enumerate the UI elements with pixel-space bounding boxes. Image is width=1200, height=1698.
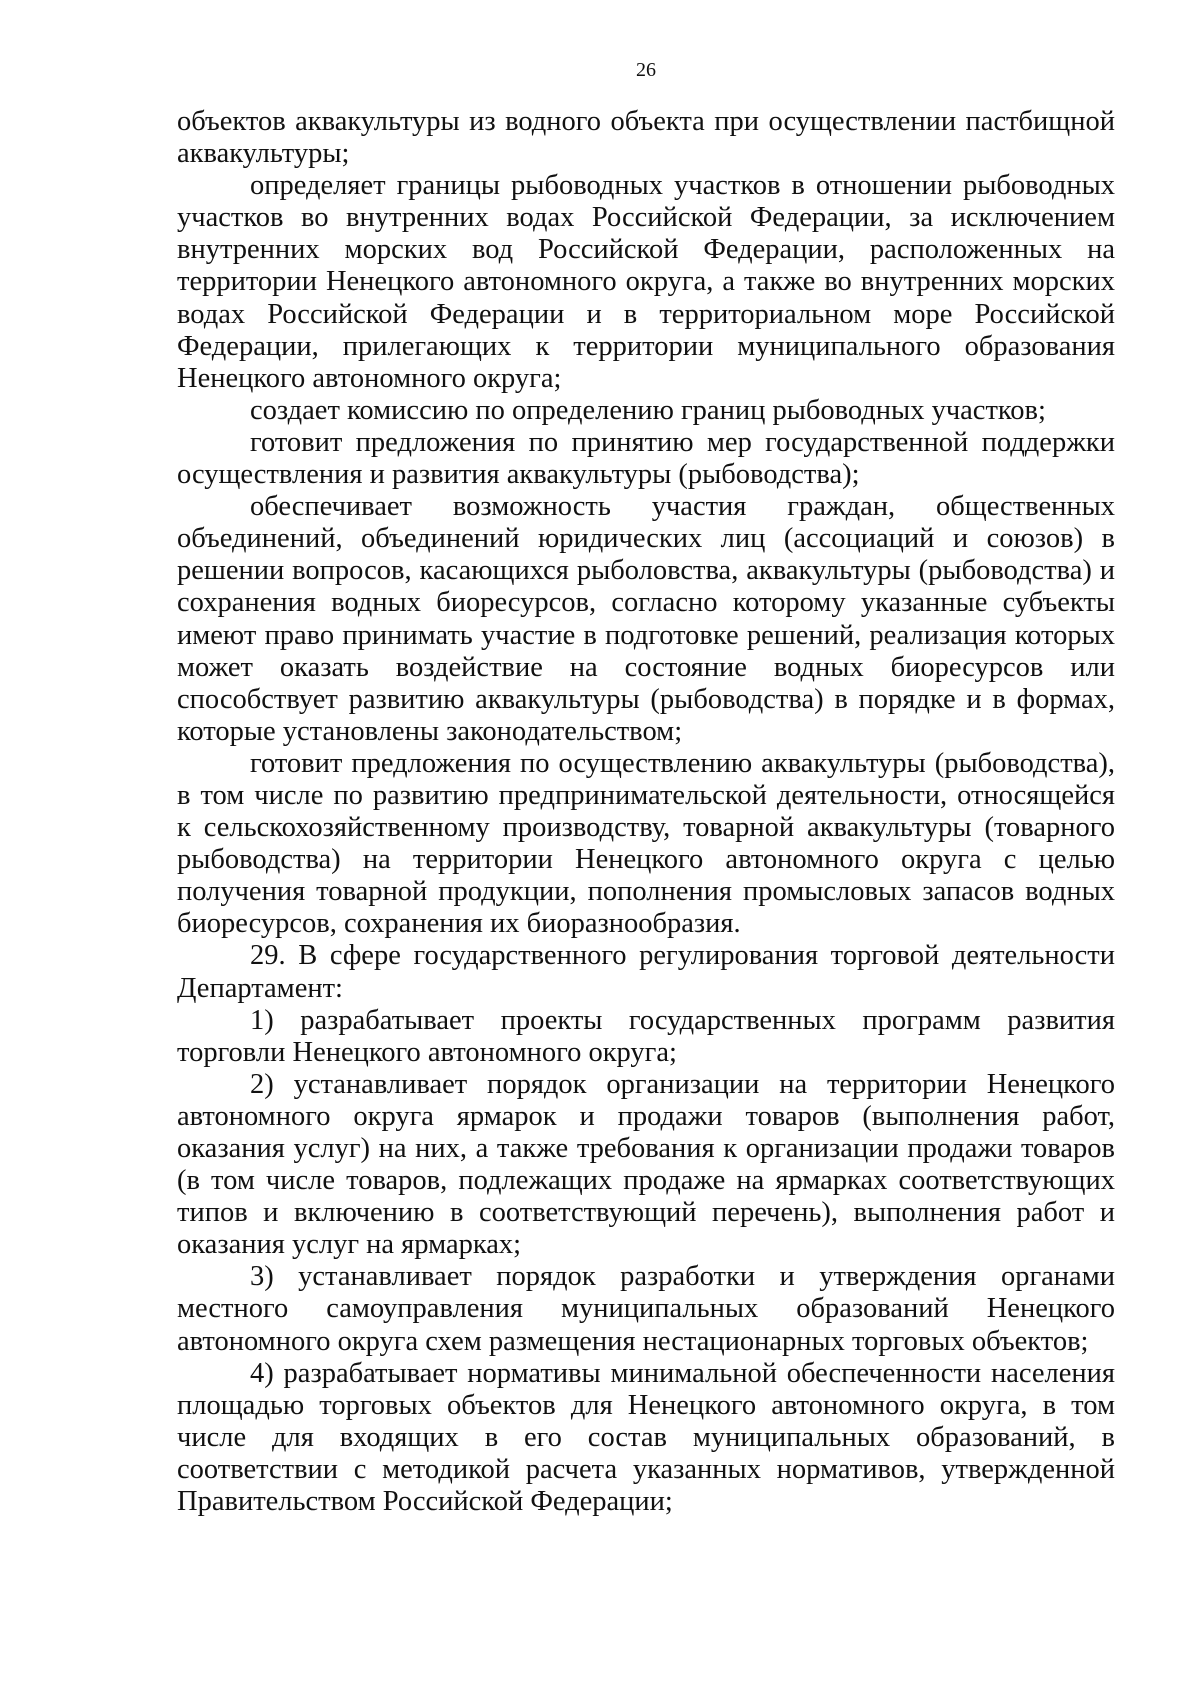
paragraph: создает комиссию по определению границ рыбоводных участков; (250, 394, 1046, 426)
paragraph: определяет границы рыбоводных участков в отношении рыбоводных участков во внутренних водах Российской Федерации, за исключением внутренних морских вод Российской Федерации, расположенных на территории Ненецкого автономного округа, а также во внутренних морских водах Российской Федерации и в территориальном море Российской Федерации, прилегающих к территории муниципального образования Ненецкого автономного округа; (177, 170, 1115, 394)
list-item-paragraph: 4) разрабатывает нормативы минимальной обеспеченности населения площадью торговых объектов для Ненецкого автономного округа, в том числе для входящих в его состав муниципальных образований, в соответствии с методикой расчета указанных нормативов, утвержденной Правительством Российской Федерации; (177, 1357, 1115, 1518)
document-body (177, 106, 1115, 1518)
section-heading-paragraph: 29. В сфере государственного регулирования торговой деятельности Департамент: (177, 940, 1115, 1004)
paragraph: готовит предложения по принятию мер государственной поддержки осуществления и развития аквакультуры (рыбоводства); (177, 426, 1115, 491)
paragraph: обеспечивает возможность участия граждан, общественных объединений, объединений юридических лиц (ассоциаций и союзов) в решении вопросов, касающихся рыболовства, аквакультуры (рыбоводства) и сохранения водных биоресурсов, согласно которому указанные субъекты имеют право принимать участие в подготовке решений, реализация которых может оказать воздействие на состояние водных биоресурсов или способствует развитию аквакультуры (рыбоводства) в порядке и в формах, которые установлены законодательством; (177, 491, 1115, 747)
list-item-paragraph: 1) разрабатывает проекты государственных программ развития торговли Ненецкого автономного округа; (177, 1004, 1115, 1068)
list-item-paragraph: 2) устанавливает порядок организации на территории Ненецкого автономного округа ярмарок и продажи товаров (выполнения работ, оказания услуг) на них, а также требования к организации продажи товаров (в том числе товаров, подлежащих продаже на ярмарках соответствующих типов и включению в соответствующий перечень), выполнения работ и оказания услуг на ярмарках; (177, 1068, 1115, 1261)
list-item-paragraph: 3) устанавливает порядок разработки и утверждения органами местного самоуправления муниципальных образований Ненецкого автономного округа схем размещения нестационарных торговых объектов; (177, 1261, 1115, 1357)
paragraph: готовит предложения по осуществлению аквакультуры (рыбоводства), в том числе по развитию предпринимательской деятельности, относящейся к сельскохозяйственному производству, товарной аквакультуры (товарного рыбоводства) на территории Ненецкого автономного округа с целью получения товарной продукции, пополнения промысловых запасов водных биоресурсов, сохранения их биоразнообразия. (177, 747, 1115, 940)
paragraph-continuation: объектов аквакультуры из водного объекта при осуществлении пастбищной аквакультуры; (177, 106, 1115, 170)
page-number: 26 (636, 59, 656, 81)
